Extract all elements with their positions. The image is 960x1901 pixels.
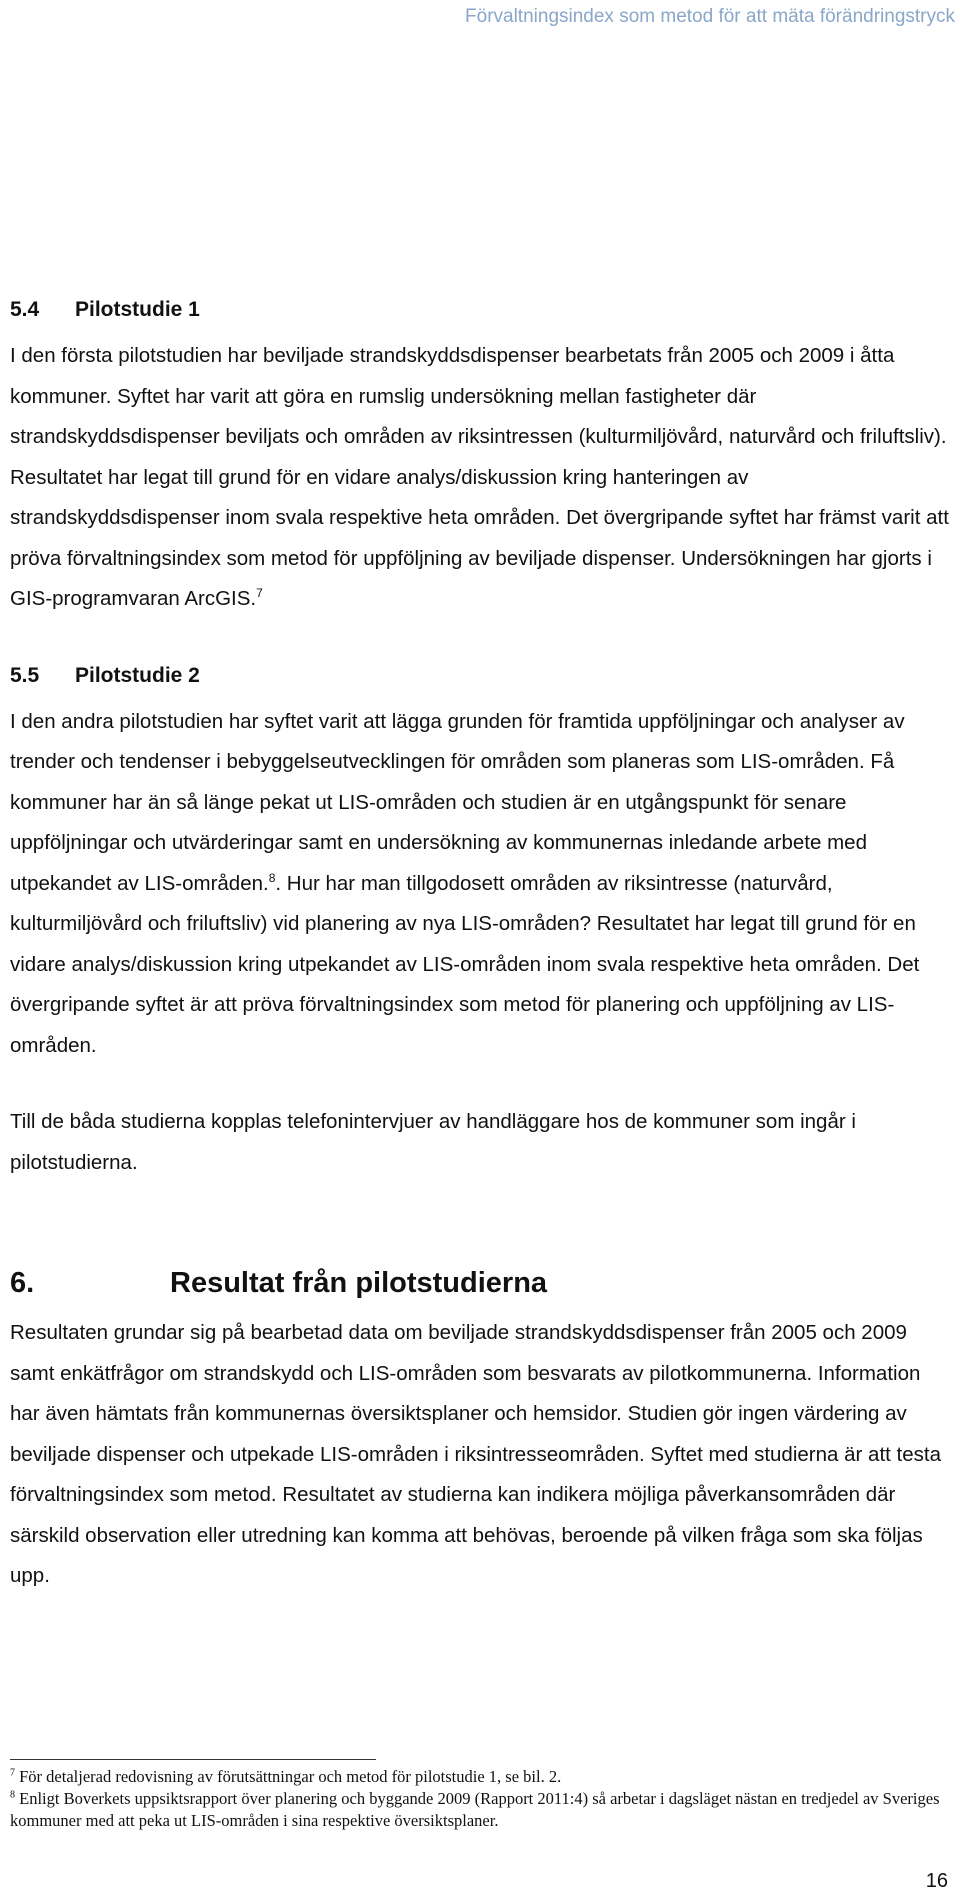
section-number: 5.4 xyxy=(10,298,40,321)
footnotes xyxy=(10,1766,950,1832)
footnote-ref-7[interactable]: 7 xyxy=(256,586,263,601)
page-content xyxy=(10,290,955,1597)
section-title: Pilotstudie 1 xyxy=(75,298,200,321)
paragraph-text: I den första pilotstudien har beviljade strandskyddsdispenser bearbetats från 2005 och 2009 i åtta kommuner. Syftet har varit att göra en rumslig undersökning mellan fastigheter där strandskyddsdispenser beviljats och områden av riksintressen (kulturmiljövård, naturvård och friluftsliv). Resultatet har legat till grund för en vidare analys/diskussion kring hanteringen av strandskyddsdispenser inom svala respektive heta områden. Det övergripande syftet har främst varit att pröva förvaltningsindex som metod för uppföljning av beviljade dispenser. Undersökningen har gjorts i GIS-programvaran ArcGIS. xyxy=(10,344,949,610)
paragraph-pilotstudie-2 xyxy=(10,702,955,1067)
section-heading-5-5 xyxy=(10,656,955,696)
footnote-8 xyxy=(10,1788,950,1832)
footnote-text: Enligt Boverkets uppsiktsrapport över planering och byggande 2009 (Rapport 2011:4) så arbetar i dagsläget nästan en tredjedel av Sveriges kommuner med att peka ut LIS-områden i sina respektive översiktsplaner. xyxy=(10,1789,940,1830)
section-heading-5-4 xyxy=(10,290,955,330)
paragraph-telefonintervjuer: Till de båda studierna kopplas telefonintervjuer av handläggare hos de kommuner som ingår i pilotstudierna. xyxy=(10,1110,856,1174)
section-title: Pilotstudie 2 xyxy=(75,663,200,687)
footnote-number: 7 xyxy=(10,1767,15,1779)
running-header: Förvaltningsindex som metod för att mäta förändringstryck xyxy=(465,6,955,27)
chapter-heading-6 xyxy=(10,1259,955,1307)
paragraph-resultat: Resultaten grundar sig på bearbetad data om beviljade strandskyddsdispenser från 2005 och 2009 samt enkätfrågor om strandskydd och LIS-områden som besvarats av pilotkommunerna. Information har även hämtats från kommunernas översiktsplaner och hemsidor. Studien gör ingen värdering av beviljade dispenser och utpekade LIS-områden i riksintresseområden. Syftet med studierna är att testa förvaltningsindex som metod. Resultatet av studierna kan indikera möjliga påverkansområden där särskild observation eller utredning kan komma att behövas, beroende på vilken fråga som ska följas upp. xyxy=(10,1321,941,1587)
paragraph-text: I den andra pilotstudien har syftet varit att lägga grunden för framtida uppföljningar och analyser av trender och tendenser i bebyggelseutvecklingen för områden som planeras som LIS-områden. Få kommuner har än så länge pekat ut LIS-områden och studien är en utgångspunkt för senare uppföljningar och utvärderingar samt en undersökning av kommunernas inledande arbete med utpekandet av LIS-områden. xyxy=(10,709,905,895)
footnote-ref-8[interactable]: 8 xyxy=(268,870,276,885)
footnote-text: För detaljerad redovisning av förutsättningar och metod för pilotstudie 1, se bil. 2. xyxy=(19,1767,562,1786)
chapter-title: Resultat från pilotstudierna xyxy=(170,1267,548,1299)
chapter-number: 6. xyxy=(10,1267,35,1299)
footnote-7 xyxy=(10,1766,950,1788)
footnote-separator xyxy=(10,1759,376,1760)
paragraph-pilotstudie-1 xyxy=(10,336,955,620)
paragraph-text-continued: . Hur har man tillgodosett områden av riksintresse (naturvård, kulturmiljövård och friluftsliv) vid planering av nya LIS-områden? Resultatet har legat till grund för en vidare analys/diskussion kring utpekandet av LIS-områden inom svala respektive heta områden. Det övergripande syftet är att pröva förvaltningsindex som metod för planering och uppföljning av LIS-områden. xyxy=(10,871,920,1057)
footnote-number: 8 xyxy=(10,1789,15,1801)
page-number: 16 xyxy=(925,1870,948,1892)
section-number: 5.5 xyxy=(10,663,40,687)
